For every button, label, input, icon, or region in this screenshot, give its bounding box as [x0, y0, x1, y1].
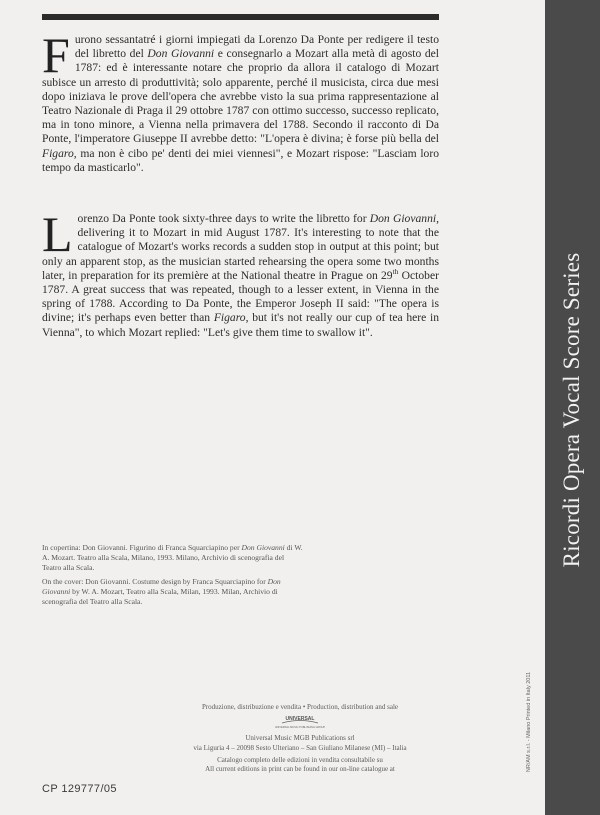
caption-en-text-2: by W. A. Mozart, Teatro alla Scala, Milan, 1993. Milan, Archivio di scenografia del Teatro alla Scala. [42, 587, 278, 606]
catalog-number: CP 129777/05 [42, 783, 117, 795]
caption-en-text-1: On the cover: Don Giovanni. Costume design by Franca Squarciapino for [42, 577, 268, 586]
caption-it-text-2: di W. A. Mozart. Teatro alla Scala, Milano, 1993. Milano, Archivio di scenografia del Teatro alla Scala. [42, 543, 303, 572]
caption-it-text-1: In copertina: Don Giovanni. Figurino di Franca Squarciapino per [42, 543, 242, 552]
italian-paragraph [42, 27, 440, 175]
print-note: NR/AM s.r.l. - Milano Printed in Italy 2011 [526, 671, 532, 773]
universal-logo-icon [270, 714, 330, 730]
english-text-2: , delivering it to Mozart in mid August 1787. It's interesting to note that the catalogue of Mozart's works records a sudden stop in output at this point; but only an apparent stop, as the musician started rehearsing the opera some two months later, in preparation for its première at the National theatre in Prague on 29 [42, 212, 439, 282]
publisher-line-5: All current editions in print can be found in our on-line catalogue at [205, 765, 395, 774]
publisher-line-2: Universal Music MGB Publications srl [245, 734, 355, 743]
italian-text-1: urono sessantatré i giorni impiegati da Lorenzo Da Ponte per redigere il testo del libretto del [74, 33, 439, 61]
italian-text-2: e consegnarlo a Mozart alla metà di agosto del 1787: ed è interessante notare che proprio da allora il catalogo di Mozart subisce un arresto di produttività; solo apparente, perché il musicista, circa due mesi dopo iniziava le prove dell'opera che avrebbe visto la sua prima rappresentazione al Teatro Nazionale di Praga il 29 ottobre 1787 con ottimo successo, successo replicato, ma in tono minore, a Vienna nella primavera del 1788. Secondo il racconto di Da Ponte, l'imperatore Giuseppe II avrebbe detto: "L'opera è divina; è forse più bella del [42, 47, 440, 146]
italian-dropcap: F [42, 27, 70, 83]
caption-it-work: Don Giovanni [241, 543, 285, 552]
italian-figaro: Figaro [42, 146, 74, 160]
english-dropcap: L [42, 206, 73, 262]
english-text-4: , but it's not really our cup of tea here in Vienna", to which Mozart replied: "Let's give them time to swallow it". [42, 311, 439, 339]
english-text-3: October 1787. A great success that was repeated, though to a lesser extent, in Vienna in the spring of 1788. According to Da Ponte, the Emperor Joseph II said: "The opera is divine; it's perhaps even better than [42, 268, 439, 325]
publisher-line-4: Catalogo completo delle edizioni in vendita consultabile su [217, 755, 383, 764]
italian-text-3: , ma non è cibo pe' denti dei miei viennesi", e Mozart rispose: "Lasciam loro tempo da masticarlo". [42, 146, 439, 174]
english-work-title: Don Giovanni [369, 212, 437, 225]
english-ordinal: th [392, 266, 399, 276]
series-title: Ricordi Opera Vocal Score Series [559, 252, 584, 568]
publisher-line-1: Produzione, distribuzione e vendita • Production, distribution and sale [201, 703, 399, 711]
english-figaro: Figaro [213, 311, 246, 325]
top-rule [42, 14, 439, 20]
logo-subtext: UNIVERSAL MUSIC PUBLISHING GROUP [274, 726, 326, 730]
italian-work-title: Don Giovanni [147, 47, 215, 61]
english-paragraph [42, 206, 439, 340]
publisher-line-3: via Liguria 4 – 20098 Sesto Ulteriano – San Giuliano Milanese (MI) – Italia [193, 743, 407, 752]
caption-en-work: Don Giovanni [42, 577, 281, 596]
cover-caption-italian [42, 543, 304, 573]
cover-caption-english [42, 577, 304, 607]
english-text-1: orenzo Da Ponte took sixty-three days to write the libretto for [77, 212, 370, 225]
publisher-block [160, 703, 440, 774]
logo-wordmark: UNIVERSAL [285, 716, 315, 723]
